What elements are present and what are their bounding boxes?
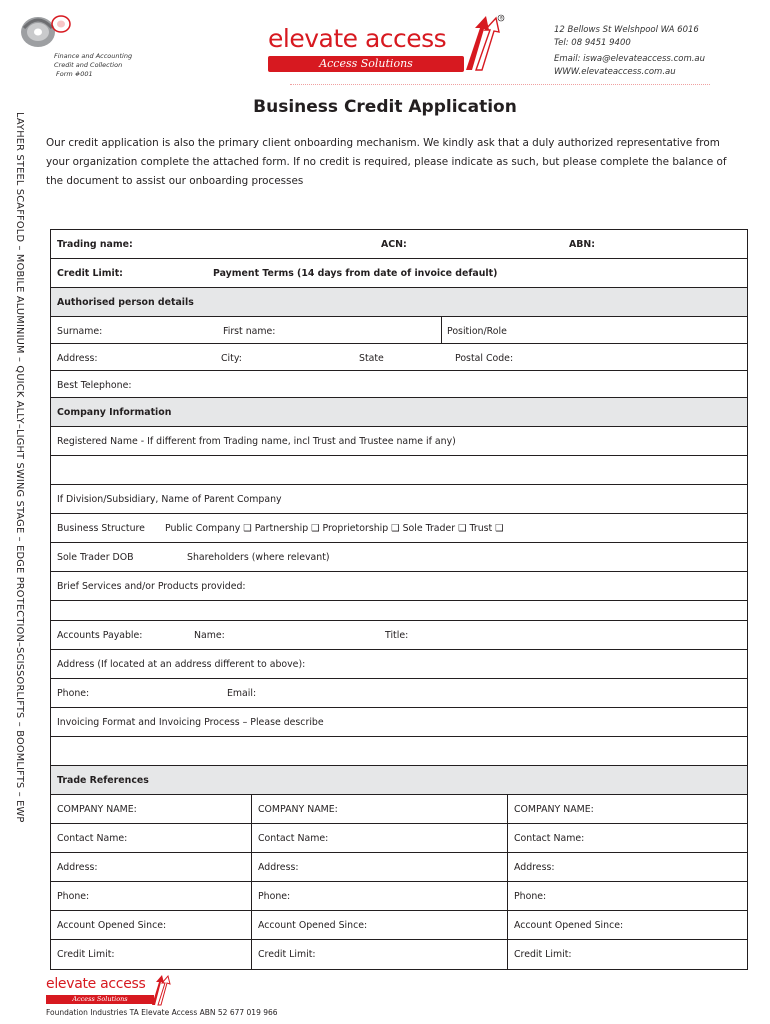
trade-ref-3-credit-limit[interactable]: Credit Limit: <box>514 949 572 960</box>
form-meta-line: Credit and Collection <box>54 61 123 69</box>
form-row-name <box>51 317 747 344</box>
form-row-parent-company <box>51 485 747 514</box>
cell-divider <box>507 940 508 969</box>
section-heading-trade <box>51 766 747 795</box>
form-row-structure <box>51 514 747 543</box>
form-row-trading <box>51 230 747 259</box>
brand-name: elevate access <box>268 24 447 53</box>
trade-ref-1-contact[interactable]: Contact Name: <box>57 833 128 844</box>
email-field[interactable]: Email: <box>227 688 257 699</box>
form-row-ap-address <box>51 650 747 679</box>
form-row-contact <box>51 679 747 708</box>
accounts-payable-label: Accounts Payable: <box>57 630 143 641</box>
sole-trader-dob-field[interactable]: Sole Trader DOB <box>57 552 134 563</box>
city-field[interactable]: City: <box>221 353 242 364</box>
form-row-credit <box>51 259 747 288</box>
trade-row <box>51 853 747 882</box>
intro-paragraph: Our credit application is also the primary client onboarding mechanism. We kindly ask that a duly authorized representative from your organization complete the attached form. If no credit is required, please indicate as such, but please complete the balance of the document to assist our onboarding processes <box>46 137 727 187</box>
services-field[interactable]: Brief Services and/or Products provided: <box>57 581 246 592</box>
contact-phone: Tel: 08 9451 9400 <box>554 37 631 48</box>
ap-name-field[interactable]: Name: <box>194 630 225 641</box>
cell-divider <box>251 940 252 969</box>
form-meta-line: Form #001 <box>56 70 93 78</box>
form-row-services <box>51 572 747 601</box>
footer-arrow-icon <box>150 974 172 1006</box>
form-row-dob <box>51 543 747 572</box>
contact-email[interactable]: Email: iswa@elevateaccess.com.au <box>554 54 706 64</box>
disc-logo-icon <box>18 8 74 52</box>
contact-block <box>554 24 705 78</box>
ap-address-field[interactable]: Address (If located at an address different to above): <box>57 659 306 670</box>
trade-ref-3-company[interactable]: COMPANY NAME: <box>514 804 594 815</box>
trade-row <box>51 795 747 824</box>
trade-ref-1-company[interactable]: COMPANY NAME: <box>57 804 137 815</box>
cell-divider <box>507 795 508 823</box>
parent-company-field[interactable]: If Division/Subsidiary, Name of Parent Company <box>57 494 282 505</box>
cell-divider <box>507 882 508 910</box>
authorised-heading: Authorised person details <box>57 297 194 308</box>
form-row-accounts-payable <box>51 621 747 650</box>
registered-name-field[interactable]: Registered Name - If different from Trading name, incl Trust and Trustee name if any) <box>57 436 456 447</box>
section-heading-company <box>51 398 747 427</box>
cell-divider <box>507 853 508 881</box>
brand-logo <box>262 14 512 74</box>
cell-divider <box>507 824 508 852</box>
trade-ref-2-credit-limit[interactable]: Credit Limit: <box>258 949 316 960</box>
footer-brand-tagline: Access Solutions <box>72 995 128 1003</box>
company-heading: Company Information <box>57 407 172 418</box>
credit-limit-field[interactable]: Credit Limit: <box>57 268 123 279</box>
header-divider <box>290 84 710 85</box>
trade-ref-1-phone[interactable]: Phone: <box>57 891 90 902</box>
trade-ref-3-phone[interactable]: Phone: <box>514 891 547 902</box>
form-row-invoicing <box>51 708 747 737</box>
arrow-logo-icon <box>462 14 506 72</box>
trade-ref-1-credit-limit[interactable]: Credit Limit: <box>57 949 115 960</box>
form-row-telephone <box>51 371 747 398</box>
form-meta-line: Finance and Accounting <box>54 52 133 60</box>
trade-references-grid <box>51 795 747 969</box>
footer-legal-text: Foundation Industries TA Elevate Access ABN 52 677 019 966 <box>46 1008 278 1017</box>
cell-divider <box>251 853 252 881</box>
form-row-blank[interactable] <box>51 737 747 766</box>
abn-field[interactable]: ABN: <box>569 239 595 250</box>
footer-logo <box>44 974 174 1006</box>
state-field[interactable]: State <box>359 353 384 364</box>
best-telephone-field[interactable]: Best Telephone: <box>57 380 132 391</box>
trade-ref-2-phone[interactable]: Phone: <box>258 891 291 902</box>
trade-ref-1-address[interactable]: Address: <box>57 862 98 873</box>
address-field[interactable]: Address: <box>57 353 98 364</box>
trade-ref-3-address[interactable]: Address: <box>514 862 555 873</box>
postal-code-field[interactable]: Postal Code: <box>455 353 514 364</box>
trade-row <box>51 911 747 940</box>
side-product-list: LAYHER STEEL SCAFFOLD – MOBILE ALUMINIUM – QUICK ALLY–LIGHT SWING STAGE – EDGE PROTECTION–SCISSORLIFTS – BOOMLIFTS – EWP <box>14 112 25 823</box>
trade-row <box>51 940 747 969</box>
section-heading-authorised <box>51 288 747 317</box>
trade-ref-2-company[interactable]: COMPANY NAME: <box>258 804 338 815</box>
structure-checkboxes[interactable]: Public Company ❑ Partnership ❑ Proprietorship ❑ Sole Trader ❑ Trust ❑ <box>165 523 504 534</box>
form-meta <box>54 52 132 79</box>
position-field[interactable]: Position/Role <box>447 326 507 337</box>
cell-divider <box>251 795 252 823</box>
cell-divider <box>251 911 252 939</box>
trade-row <box>51 824 747 853</box>
brand-tagline: Access Solutions <box>319 57 413 70</box>
acn-field[interactable]: ACN: <box>381 239 407 250</box>
ap-title-field[interactable]: Title: <box>385 630 409 641</box>
trade-heading: Trade References <box>57 775 149 786</box>
cell-divider <box>251 824 252 852</box>
cell-divider <box>441 317 442 343</box>
phone-field[interactable]: Phone: <box>57 688 90 699</box>
shareholders-field[interactable]: Shareholders (where relevant) <box>187 552 330 563</box>
trade-ref-1-opened[interactable]: Account Opened Since: <box>57 920 167 931</box>
payment-terms-field[interactable]: Payment Terms (14 days from date of invoice default) <box>213 268 498 279</box>
first-name-field[interactable]: First name: <box>223 326 276 337</box>
form-row-blank[interactable] <box>51 456 747 485</box>
form-row-registered-name <box>51 427 747 456</box>
form-row-address <box>51 344 747 371</box>
cell-divider <box>507 911 508 939</box>
surname-field[interactable]: Surname: <box>57 326 103 337</box>
business-structure-label: Business Structure <box>57 523 145 534</box>
invoicing-field[interactable]: Invoicing Format and Invoicing Process – Please describe <box>57 717 324 728</box>
trade-ref-3-contact[interactable]: Contact Name: <box>514 833 585 844</box>
cell-divider <box>251 882 252 910</box>
credit-application-form <box>50 229 748 970</box>
contact-website[interactable]: WWW.elevateaccess.com.au <box>554 66 676 77</box>
trading-name-field[interactable]: Trading name: <box>57 239 133 250</box>
contact-address: 12 Bellows St Welshpool WA 6016 <box>554 25 699 35</box>
trade-ref-2-contact[interactable]: Contact Name: <box>258 833 329 844</box>
trade-ref-3-opened[interactable]: Account Opened Since: <box>514 920 624 931</box>
footer-brand-name: elevate access <box>46 976 146 992</box>
form-row-blank[interactable] <box>51 601 747 621</box>
trade-ref-2-address[interactable]: Address: <box>258 862 299 873</box>
page-title: Business Credit Application <box>253 97 517 117</box>
registered-mark: ® <box>499 15 504 21</box>
trade-ref-2-opened[interactable]: Account Opened Since: <box>258 920 368 931</box>
trade-row <box>51 882 747 911</box>
